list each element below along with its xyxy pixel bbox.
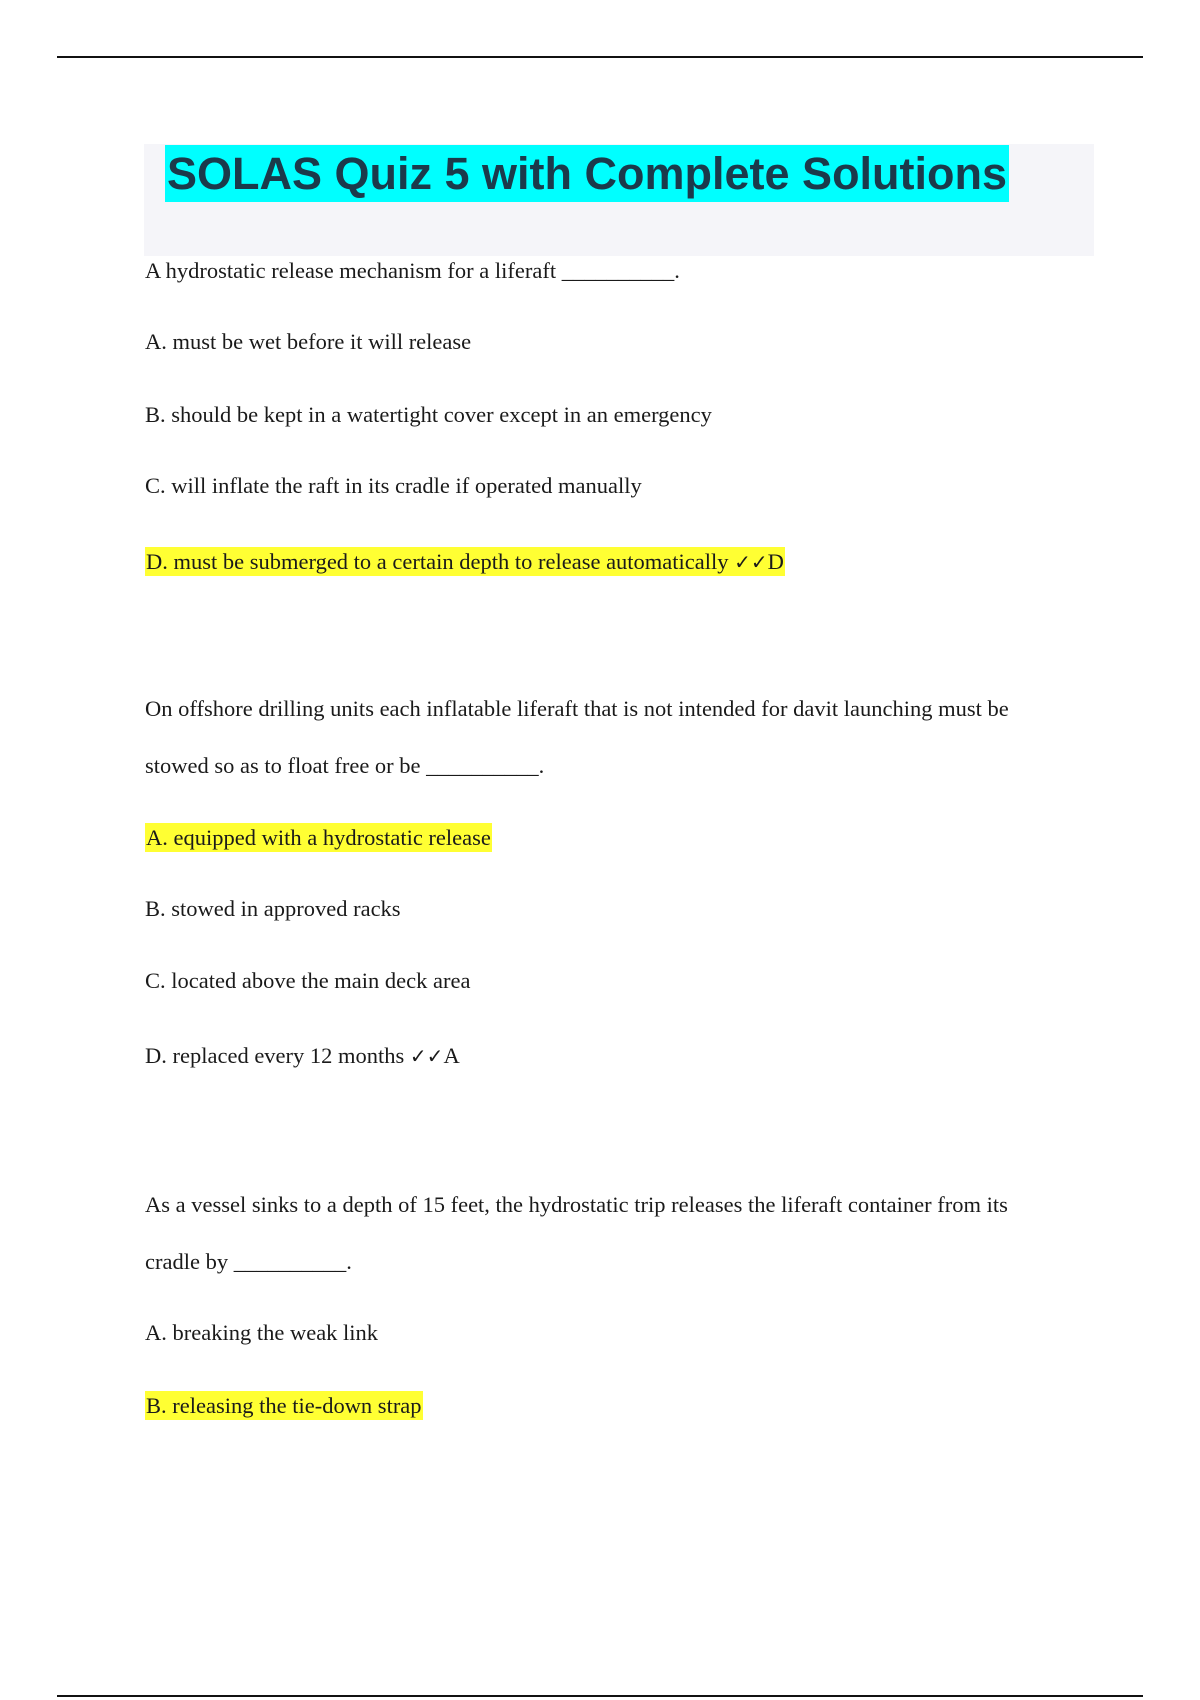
question-3-option-b	[145, 1391, 423, 1421]
question-2-option-a	[145, 823, 492, 853]
question-1-option-b: B. should be kept in a watertight cover except in an emergency	[145, 402, 712, 427]
question-1-answer-highlight	[145, 547, 785, 576]
question-3-answer-highlight: B. releasing the tie-down strap	[146, 1393, 422, 1418]
question-3-text-line-1: As a vessel sinks to a depth of 15 feet, the hydrostatic trip releases the liferaft container from its	[145, 1192, 1008, 1217]
question-1-answer: D	[767, 549, 784, 574]
question-2-text-line-1: On offshore drilling units each inflatable liferaft that is not intended for davit launching must be	[145, 696, 1009, 721]
question-1-option-d-text: D. must be submerged to a certain depth to release automatically	[146, 549, 729, 574]
question-3-text-line-2: cradle by __________.	[145, 1249, 352, 1274]
double-check-icon: ✓✓	[734, 550, 768, 574]
double-check-icon: ✓✓	[409, 1044, 444, 1068]
footer-rule	[57, 1695, 1143, 1697]
header-rule	[57, 56, 1143, 58]
question-2-answer-highlight: A. equipped with a hydrostatic release	[146, 825, 491, 850]
question-2-text-line-2: stowed so as to float free or be __________.	[145, 753, 545, 778]
question-1-option-d	[145, 547, 785, 577]
question-2-answer: A	[443, 1043, 460, 1068]
question-1-option-c: C. will inflate the raft in its cradle if operated manually	[145, 473, 642, 498]
question-3-option-a: A. breaking the weak link	[145, 1320, 379, 1345]
question-2-option-d	[145, 1041, 460, 1071]
question-1-text: A hydrostatic release mechanism for a liferaft __________.	[145, 258, 680, 283]
question-2-option-d-text: D. replaced every 12 months	[145, 1043, 405, 1068]
question-2-option-b: B. stowed in approved racks	[145, 896, 401, 921]
page-title: SOLAS Quiz 5 with Complete Solutions	[165, 145, 1009, 202]
question-2-option-c: C. located above the main deck area	[145, 968, 471, 993]
question-1-option-a: A. must be wet before it will release	[145, 329, 472, 354]
